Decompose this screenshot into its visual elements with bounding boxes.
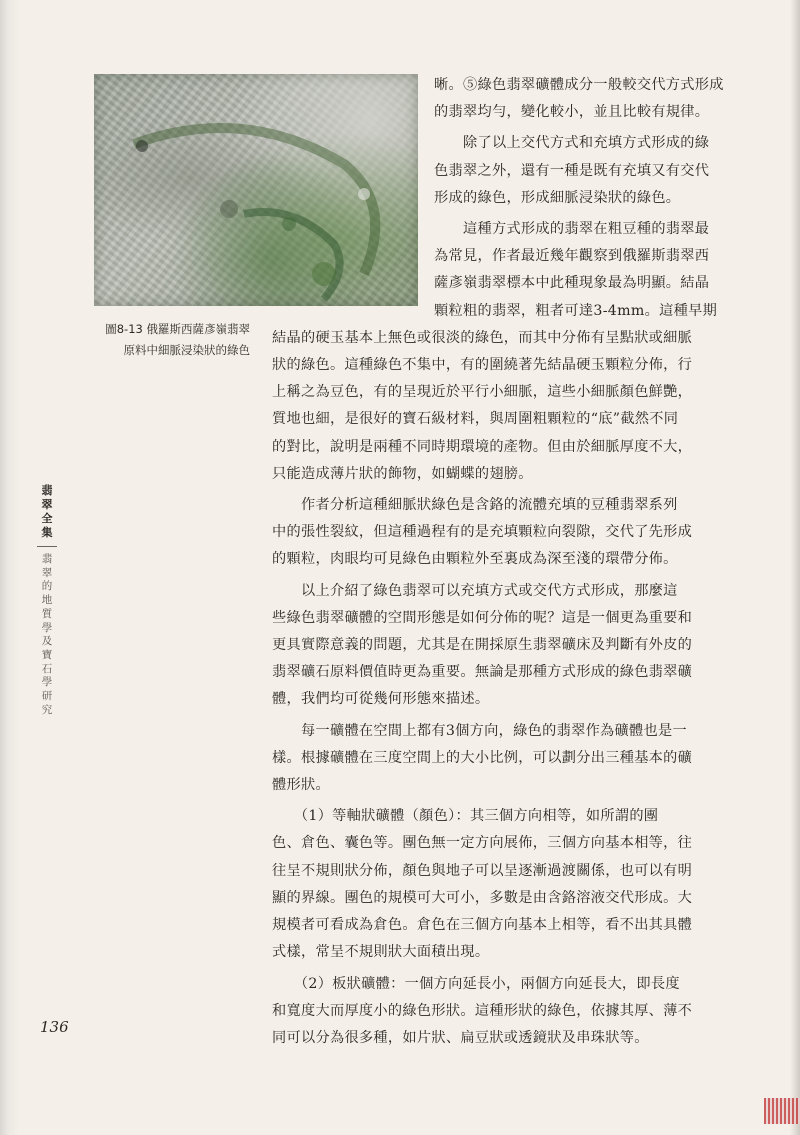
text-line: 除了以上交代方式和充填方式形成的綠 <box>434 135 710 152</box>
side-tab-char: 集 <box>41 526 53 539</box>
side-tab-char: 學 <box>41 676 53 689</box>
paragraph <box>272 72 760 126</box>
page-gutter-shadow <box>0 0 20 1135</box>
text-line: 為常見，作者最近幾年觀察到俄羅斯翡翠西 <box>434 248 710 265</box>
page-edge-right <box>790 0 800 1135</box>
paragraph <box>272 130 760 212</box>
side-tab-char: 質 <box>41 607 53 620</box>
paragraph <box>272 718 760 800</box>
side-tab-char: 地 <box>41 594 53 607</box>
text-line: 薩彥嶺翡翠標本中此種現象最為明顯。結晶 <box>434 275 710 292</box>
paragraph <box>272 216 760 488</box>
text-line: （2）板狀礦體：一個方向延長小，兩個方向延長大，即長度 <box>272 975 680 992</box>
text-line: 往呈不規則狀分佈，顏色與地子可以呈逐漸過渡關係，也可以有明 <box>272 862 693 879</box>
side-tab-char: 的 <box>41 580 53 593</box>
text-line: 以上介紹了綠色翡翠可以充填方式或交代方式形成，那麼這 <box>272 582 678 599</box>
side-tab-char: 翡 <box>41 553 53 565</box>
text-line: 樣。根據礦體在三度空間上的大小比例，可以劃分出三種基本的礦 <box>272 749 693 766</box>
text-line: 每一礦體在空間上都有3個方向，綠色的翡翠作為礦體也是一 <box>272 722 687 739</box>
text-line: 和寬度大而厚度小的綠色形狀。這種形狀的綠色，依據其厚、薄不 <box>272 1002 693 1019</box>
text-line: 只能造成薄片狀的飾物，如蝴蝶的翅膀。 <box>272 465 533 482</box>
figure-caption-line: 原料中細脈浸染狀的綠色 <box>123 343 250 357</box>
page-edge-color-marks <box>764 1098 800 1124</box>
side-tab-char: 翠 <box>41 566 53 579</box>
side-tab-char: 石 <box>41 662 53 675</box>
text-line: 色、倉色、囊色等。團色無一定方向展佈，三個方向基本相等，往 <box>272 835 693 852</box>
paragraph <box>272 492 760 574</box>
side-tab-char: 翡 <box>41 484 53 497</box>
text-line: 的顆粒，肉眼均可見綠色由顆粒外至裏成為深至淺的環帶分佈。 <box>272 551 678 568</box>
text-line: 結晶的硬玉基本上無色或很淡的綠色，而其中分佈有呈點狀或細脈 <box>272 329 693 346</box>
side-tab-series <box>37 484 57 547</box>
text-line: 同可以分為很多種，如片狀、扁豆狀或透鏡狀及串珠狀等。 <box>272 1029 649 1046</box>
side-tab-char: 寶 <box>41 648 53 661</box>
side-tab-char: 全 <box>41 512 53 525</box>
text-line: （1）等軸狀礦體（顏色）：其三個方向相等，如所謂的團 <box>272 808 659 825</box>
text-line: 的對比，說明是兩種不同時期環境的產物。但由於細脈厚度不大， <box>272 438 693 455</box>
text-line: 形成的綠色，形成細脈浸染狀的綠色。 <box>434 189 681 206</box>
paragraph <box>272 803 760 966</box>
figure-caption <box>90 319 250 361</box>
dark-spot <box>220 200 238 218</box>
dark-spot <box>136 140 148 152</box>
text-line: 翡翠礦石原料價值時更為重要。無論是那種方式形成的綠色翡翠礦 <box>272 664 693 681</box>
side-tab-char: 學 <box>41 621 53 634</box>
text-line: 質地也細，是很好的寶石級材料，與周圍粗顆粒的“底”截然不同 <box>272 411 679 428</box>
figure-caption-line: 圖8-13 俄羅斯西薩彥嶺翡翠 <box>105 322 250 336</box>
side-tab-char: 及 <box>41 635 53 648</box>
text-line: 上稱之為豆色，有的呈現近於平行小細脈，這些小細脈顏色鮮艷， <box>272 384 693 401</box>
text-line: 更具實際意義的問題，尤其是在開採原生翡翠礦床及判斷有外皮的 <box>272 637 693 654</box>
paragraph <box>272 971 760 1053</box>
text-line: 中的張性裂紋，但這種過程有的是充填顆粒向裂隙，交代了先形成 <box>272 524 693 541</box>
text-line: 作者分析這種細脈狀綠色是含鉻的流體充填的豆種翡翠系列 <box>272 497 678 514</box>
text-line: 顆粒粗的翡翠，粗者可達3-4mm。這種早期 <box>434 302 718 319</box>
text-line: 體形狀。 <box>272 777 330 794</box>
side-tab-char: 研 <box>41 690 53 703</box>
side-tab <box>37 484 57 717</box>
text-line: 狀的綠色。這種綠色不集中，有的圍繞著先結晶硬玉顆粒分佈，行 <box>272 357 693 374</box>
text-line: 的翡翠均勻，變化較小，並且比較有規律。 <box>434 104 710 121</box>
text-line: 些綠色翡翠礦體的空間形態是如何分佈的呢？這是一個更為重要和 <box>272 609 693 626</box>
text-line: 晰。⑤綠色翡翠礦體成分一般較交代方式形成 <box>434 77 724 93</box>
side-tab-char: 翠 <box>41 498 53 511</box>
text-line: 這種方式形成的翡翠在粗豆種的翡翠最 <box>434 221 710 238</box>
text-line: 色翡翠之外，還有一種是既有充填又有交代 <box>434 162 710 179</box>
page-number: 136 <box>40 1018 69 1036</box>
side-tab-char: 究 <box>41 703 53 716</box>
text-line: 式樣，常呈不規則狀大面積出現。 <box>272 944 490 961</box>
text-line: 體，我們均可從幾何形態來描述。 <box>272 691 490 708</box>
text-line: 顯的界線。團色的規模可大可小，多數是由含鉻溶液交代形成。大 <box>272 889 693 906</box>
side-tab-title <box>37 553 57 717</box>
paragraph <box>272 578 760 714</box>
text-line: 規模者可看成為倉色。倉色在三個方向基本上相等，看不出其具體 <box>272 917 693 934</box>
body-text <box>272 72 760 1056</box>
